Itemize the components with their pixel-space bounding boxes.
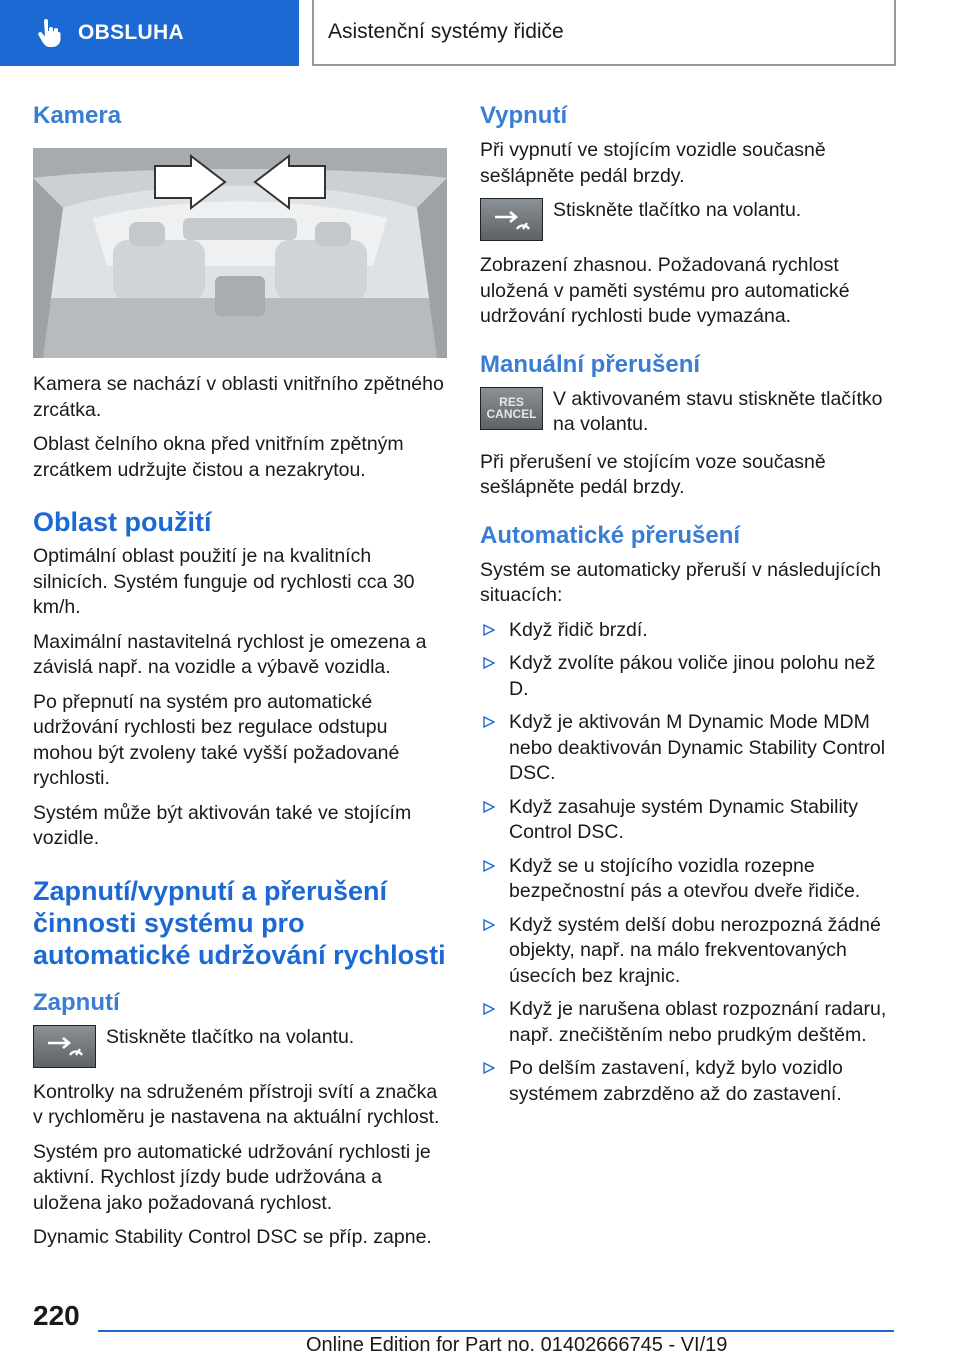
list-item: Když je aktivován M Dynamic Mode MDM nebo deaktivován Dynamic Stability Control DSC. — [480, 710, 898, 787]
triangle-bullet-icon — [483, 801, 495, 813]
list-item: Když se u stojícího vozidla rozepne bezpečnostní pás a otevřou dveře řidiče. — [480, 854, 898, 905]
oblast-text-3: Po přepnutí na systém pro automatické udržování rychlosti bez regulace odstupu mohou být zvoleny také vyšší požadované rychlosti. — [33, 690, 400, 789]
oblast-text-4: Systém může být aktivován také ve stojícím vozidle. — [33, 801, 412, 849]
list-item: Když zvolíte pákou voliče jinou polohu než D. — [480, 651, 898, 702]
triangle-bullet-icon — [483, 1003, 495, 1015]
res-cancel-button-image — [480, 387, 543, 430]
speedometer-arrow-icon — [492, 207, 532, 233]
manual-button-text: V aktivovaném stavu stiskněte tlačítko na volantu. — [553, 387, 883, 435]
zapnuti-button-text: Stiskněte tlačítko na volantu. — [106, 1025, 355, 1048]
section-tab[interactable] — [0, 0, 299, 66]
zapnuti-text-2: Systém pro automatické udržování rychlosti je aktivní. Rychlost jízdy bude udržována a uložena jako požadovaná rychlost. — [33, 1140, 431, 1214]
auto-heading: Automatické přerušení — [480, 521, 741, 549]
oblast-heading: Oblast použití — [33, 507, 212, 537]
vypnuti-heading: Vypnutí — [480, 102, 568, 129]
auto-text-1: Systém se automaticky přeruší v následujících situacích: — [480, 558, 881, 606]
triangle-bullet-icon — [483, 919, 495, 931]
vypnuti-button-text: Stiskněte tlačítko na volantu. — [553, 199, 802, 221]
car-interior-image — [33, 148, 447, 358]
oblast-text-2: Maximální nastavitelná rychlost je omezena a závislá např. na vozidle a výbavě vozidla. — [33, 630, 427, 678]
manual-button-row — [480, 387, 898, 438]
list-item: Když zasahuje systém Dynamic Stability Control DSC. — [480, 795, 898, 846]
res-cancel-label: RES CANCEL — [486, 395, 537, 421]
camera-photo — [33, 148, 447, 358]
chapter-title: Asistenční systémy řidiče — [312, 0, 896, 66]
zapnuti-text-1: Kontrolky na sdruženém přístroji svítí a značka v rychloměru je nastavena na aktuální rychlost. — [33, 1080, 440, 1128]
list-item: Po delším zastavení, když bylo vozidlo systémem zabrzděno až do zastavení. — [480, 1056, 898, 1107]
zapnuti-button-row — [33, 1025, 451, 1068]
triangle-bullet-icon — [483, 1062, 495, 1074]
vypnuti-text-1: Při vypnutí ve stojícím vozidle současně sešlápněte pedál brzdy. — [480, 139, 826, 187]
kamera-heading: Kamera — [33, 102, 122, 129]
kamera-text-1: Kamera se nachází v oblasti vnitřního zpětného zrcátka. — [33, 373, 444, 421]
cruise-control-button-image — [33, 1025, 96, 1068]
left-column — [33, 100, 451, 1260]
list-item: Když je narušena oblast rozpoznání radaru, např. znečištěním nebo prudkým deštěm. — [480, 997, 898, 1048]
vypnuti-button-row — [480, 198, 898, 241]
footer-divider — [98, 1330, 894, 1332]
section-tab-label: OBSLUHA — [78, 21, 184, 44]
edition-text: Online Edition for Part no. 01402666745 - VI/19 — [306, 1334, 728, 1356]
list-item: Když systém delší dobu nerozpozná žádné objekty, např. na málo frekventovaných úsecích bez krajnic. — [480, 913, 898, 990]
triangle-bullet-icon — [483, 657, 495, 669]
oblast-text-1: Optimální oblast použití je na kvalitních silnicích. Systém funguje od rychlosti cca 30 km/h. — [33, 545, 415, 618]
triangle-bullet-icon — [483, 860, 495, 872]
triangle-bullet-icon — [483, 716, 495, 728]
right-column — [480, 100, 898, 1115]
page-number: 220 — [33, 1300, 80, 1331]
zapnuti-vypnuti-heading: Zapnutí/vypnutí a přerušení činnosti systému pro automatické udržování rychlosti — [33, 875, 446, 970]
cruise-control-button-image — [480, 198, 543, 241]
triangle-bullet-icon — [483, 624, 495, 636]
zapnuti-heading: Zapnutí — [33, 988, 120, 1016]
zapnuti-text-3: Dynamic Stability Control DSC se příp. zapne. — [33, 1226, 432, 1248]
auto-list — [480, 618, 898, 1108]
list-item: Když řidič brzdí. — [480, 618, 898, 644]
manual-heading: Manuální přerušení — [480, 350, 701, 378]
page-header — [0, 0, 960, 66]
manual-text-1: Při přerušení ve stojícím voze současně sešlápněte pedál brzdy. — [480, 450, 826, 498]
vypnuti-text-2: Zobrazení zhasnou. Požadovaná rychlost uložená v paměti systému pro automatické udržování rychlosti bude vymazána. — [480, 254, 850, 327]
hand-pointer-icon — [34, 18, 64, 48]
speedometer-arrow-icon — [45, 1033, 85, 1059]
kamera-text-2: Oblast čelního okna před vnitřním zpětným zrcátkem udržujte čistou a nezakrytou. — [33, 433, 404, 481]
